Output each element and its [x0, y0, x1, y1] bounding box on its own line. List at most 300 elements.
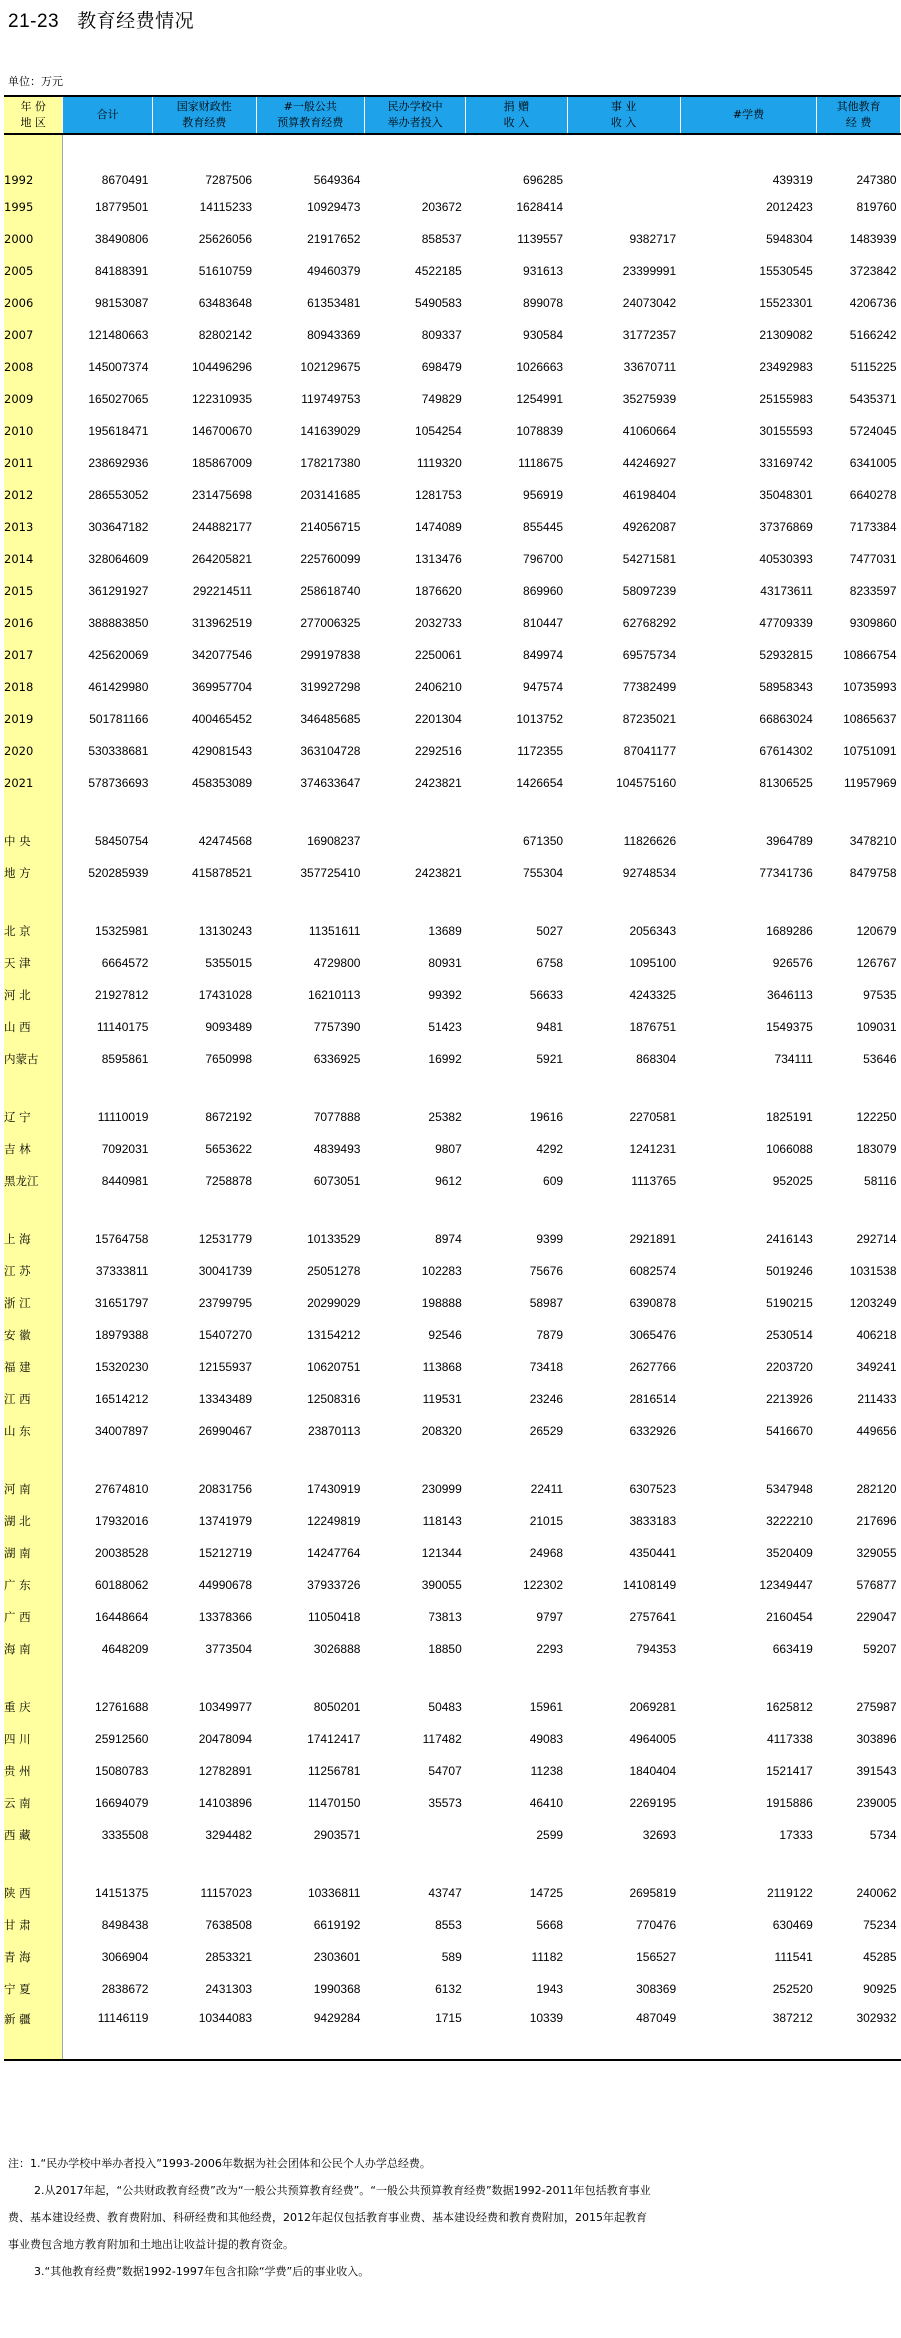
table-row — [4, 671, 901, 703]
row-label: 西 藏 — [4, 1819, 63, 1851]
cell-value — [567, 191, 680, 223]
row-label: 内蒙古 — [4, 1043, 63, 1075]
cell-value: 90925 — [863, 1982, 897, 1996]
cell-value: 1715 — [364, 2005, 465, 2060]
table-row — [4, 1415, 901, 1447]
cell-value: 5490583 — [415, 296, 462, 310]
cell-value: 9807 — [435, 1142, 462, 1156]
table-title: 教育经费情况 — [77, 10, 195, 32]
cell-value: 4292 — [536, 1142, 564, 1156]
cell-value: 58987 — [529, 1296, 564, 1310]
cell-value: 26529 — [529, 1424, 564, 1438]
cell-value: 520285939 — [88, 866, 149, 880]
cell-value: 2627766 — [629, 1360, 677, 1374]
header-year-region: 年 份 地 区 — [4, 96, 63, 134]
cell-value: 770476 — [636, 1918, 677, 1932]
cell-value: 374633647 — [300, 776, 361, 790]
cell-value: 5724045 — [849, 424, 897, 438]
cell-value: 2032733 — [415, 616, 462, 630]
cell-value: 2853321 — [205, 1950, 253, 1964]
cell-value: 329055 — [856, 1546, 897, 1560]
cell-value: 361291927 — [88, 584, 149, 598]
group-spacer — [4, 1075, 901, 1101]
cell-value: 487049 — [567, 2005, 680, 2060]
cell-value: 277006325 — [300, 616, 361, 630]
row-label: 河 南 — [4, 1473, 63, 1505]
cell-value: 1876620 — [415, 584, 462, 598]
cell-value: 35275939 — [622, 392, 677, 406]
table-row — [4, 447, 901, 479]
cell-value: 369957704 — [192, 680, 253, 694]
cell-value: 6336925 — [313, 1052, 361, 1066]
table-row — [4, 1909, 901, 1941]
cell-value: 6758 — [536, 956, 564, 970]
cell-value: 5027 — [536, 924, 564, 938]
cell-value: 357725410 — [300, 866, 361, 880]
cell-value: 1013752 — [516, 712, 564, 726]
footnote-2-cont: 费、基本建设经费、教育费附加、科研经费和其他经费，2012年起仅包括教育事业费、基本建设经费和教育费附加，2015年起教育 — [8, 2211, 647, 2224]
cell-value: 809337 — [421, 328, 462, 342]
cell-value: 208320 — [421, 1424, 462, 1438]
cell-value: 211433 — [857, 1392, 897, 1406]
cell-value: 82802142 — [198, 328, 253, 342]
cell-value: 117482 — [422, 1732, 462, 1746]
row-label: 浙 江 — [4, 1287, 63, 1319]
cell-value: 2757641 — [629, 1610, 677, 1624]
cell-value: 4648209 — [101, 1642, 149, 1656]
cell-value: 32693 — [642, 1828, 677, 1842]
row-label: 重 庆 — [4, 1691, 63, 1723]
cell-value: 60188062 — [95, 1578, 149, 1592]
cell-value: 121480663 — [88, 328, 149, 342]
cell-value: 1943 — [536, 1982, 564, 1996]
table-row — [4, 1941, 901, 1973]
cell-value: 23870113 — [307, 1424, 361, 1438]
education-funding-table — [4, 95, 901, 2061]
table-row — [4, 1473, 901, 1505]
cell-value: 11256781 — [307, 1764, 361, 1778]
cell-value: 7287506 — [205, 173, 253, 187]
cell-value: 796700 — [523, 552, 564, 566]
cell-value: 5166242 — [849, 328, 897, 342]
cell-value: 3294482 — [205, 1828, 253, 1842]
cell-value: 73813 — [428, 1610, 462, 1624]
cell-value: 319927298 — [300, 680, 361, 694]
cell-value: 43173611 — [760, 584, 813, 598]
cell-value: 121344 — [421, 1546, 462, 1560]
row-label: 山 西 — [4, 1011, 63, 1043]
cell-value: 58450754 — [95, 834, 149, 848]
cell-value: 5190215 — [766, 1296, 813, 1310]
cell-value: 58958343 — [759, 680, 813, 694]
cell-value: 10865637 — [843, 712, 897, 726]
row-label: 吉 林 — [4, 1133, 63, 1165]
header-donations: 捐 赠 收 入 — [466, 96, 567, 134]
cell-value: 12782891 — [198, 1764, 253, 1778]
group-spacer — [4, 1851, 901, 1877]
row-label: 天 津 — [4, 947, 63, 979]
row-label: 2018 — [4, 671, 63, 703]
header-tuition: #学费 — [680, 96, 817, 134]
cell-value: 576877 — [856, 1578, 897, 1592]
row-label: 2012 — [4, 479, 63, 511]
table-row — [4, 1537, 901, 1569]
cell-value: 40530393 — [759, 552, 813, 566]
cell-value: 2250061 — [415, 648, 462, 662]
row-label: 2016 — [4, 607, 63, 639]
table-row — [4, 543, 901, 575]
cell-value: 9429284 — [256, 2005, 364, 2060]
cell-value: 99392 — [428, 988, 462, 1002]
table-row — [4, 223, 901, 255]
table-row — [4, 1505, 901, 1537]
cell-value: 18979388 — [95, 1328, 149, 1342]
cell-value: 252520 — [772, 1982, 813, 1996]
cell-value: 58097239 — [622, 584, 677, 598]
row-label: 江 西 — [4, 1383, 63, 1415]
cell-value: 458353089 — [192, 776, 253, 790]
cell-value: 16514212 — [95, 1392, 149, 1406]
cell-value: 20831756 — [198, 1482, 253, 1496]
cell-value: 11110019 — [97, 1110, 149, 1124]
cell-value: 5649364 — [313, 173, 361, 187]
table-row — [4, 1351, 901, 1383]
cell-value: 2119122 — [766, 1886, 813, 1900]
cell-value: 1113765 — [631, 1174, 677, 1188]
cell-value: 10735993 — [843, 680, 897, 694]
cell-value: 5416670 — [766, 1424, 813, 1438]
row-label: 云 南 — [4, 1787, 63, 1819]
cell-value: 10336811 — [307, 1886, 361, 1900]
cell-value: 303896 — [856, 1732, 897, 1746]
cell-value: 952025 — [772, 1174, 813, 1188]
cell-value: 7638508 — [205, 1918, 253, 1932]
cell-value: 15530545 — [759, 264, 813, 278]
cell-value: 10339 — [466, 2005, 567, 2060]
cell-value: 5435371 — [849, 392, 897, 406]
cell-value: 5115225 — [850, 360, 897, 374]
cell-value: 9309860 — [849, 616, 897, 630]
row-label: 2021 — [4, 767, 63, 799]
table-row — [4, 1165, 901, 1197]
cell-value: 14108149 — [622, 1578, 677, 1592]
cell-value: 3723842 — [849, 264, 897, 278]
cell-value: 609 — [543, 1174, 564, 1188]
cell-value: 6341005 — [849, 456, 897, 470]
cell-value: 391543 — [856, 1764, 897, 1778]
header-fiscal: 国家财政性 教育经费 — [152, 96, 256, 134]
cell-value: 308369 — [636, 1982, 677, 1996]
row-label: 2014 — [4, 543, 63, 575]
row-label: 安 徽 — [4, 1319, 63, 1351]
cell-value: 930584 — [523, 328, 564, 342]
cell-value: 17333 — [779, 1828, 813, 1842]
cell-value: 15212719 — [198, 1546, 253, 1560]
row-label: 四 川 — [4, 1723, 63, 1755]
cell-value: 77382499 — [622, 680, 677, 694]
cell-value: 12761688 — [95, 1700, 149, 1714]
cell-value: 9399 — [536, 1232, 564, 1246]
cell-value: 858537 — [421, 232, 462, 246]
table-body — [4, 134, 901, 2060]
cell-value: 1031538 — [849, 1264, 897, 1278]
cell-value: 49262087 — [622, 520, 677, 534]
cell-value: 217696 — [856, 1514, 897, 1528]
cell-value: 1281753 — [415, 488, 462, 502]
cell-value: 2201304 — [415, 712, 462, 726]
cell-value: 1241231 — [629, 1142, 677, 1156]
cell-value: 7879 — [536, 1328, 564, 1342]
cell-value: 67614302 — [759, 744, 813, 758]
cell-value: 5734 — [869, 1828, 897, 1842]
cell-value: 61353481 — [307, 296, 361, 310]
cell-value: 63483648 — [198, 296, 253, 310]
cell-value: 4350441 — [629, 1546, 677, 1560]
cell-value: 1628414 — [516, 200, 564, 214]
cell-value: 14247764 — [307, 1546, 361, 1560]
row-label: 2019 — [4, 703, 63, 735]
table-row — [4, 1043, 901, 1075]
group-spacer — [4, 1447, 901, 1473]
cell-value: 1066088 — [766, 1142, 813, 1156]
cell-value: 4243325 — [629, 988, 677, 1002]
cell-value: 146700670 — [192, 424, 253, 438]
cell-value: 23492983 — [759, 360, 813, 374]
cell-value: 794353 — [636, 1642, 677, 1656]
footnote-2-cont: 事业费包含地方教育附加和土地出让收益计提的教育资金。 — [8, 2238, 294, 2251]
row-label: 2000 — [4, 223, 63, 255]
cell-value: 52932815 — [759, 648, 813, 662]
cell-value: 4964005 — [629, 1732, 677, 1746]
cell-value: 37376869 — [759, 520, 813, 534]
cell-value: 8595861 — [101, 1052, 149, 1066]
cell-value: 11157023 — [200, 1886, 253, 1900]
table-row — [4, 1755, 901, 1787]
cell-value: 3833183 — [629, 1514, 677, 1528]
row-label: 黑龙江 — [4, 1165, 63, 1197]
cell-value: 8553 — [435, 1918, 462, 1932]
cell-value: 16908237 — [307, 834, 361, 848]
cell-value: 2816514 — [629, 1392, 677, 1406]
row-label: 广 东 — [4, 1569, 63, 1601]
cell-value: 1521417 — [766, 1764, 813, 1778]
cell-value: 264205821 — [192, 552, 253, 566]
cell-value: 111541 — [774, 1950, 813, 1964]
cell-value: 6073051 — [313, 1174, 361, 1188]
cell-value: 2056343 — [629, 924, 677, 938]
table-row — [4, 607, 901, 639]
cell-value: 53646 — [863, 1052, 897, 1066]
cell-value: 21015 — [529, 1514, 564, 1528]
cell-value: 292214511 — [192, 584, 253, 598]
footnote-3: 3.“其他教育经费”数据1992-1997年包含扣除“学费”后的事业收入。 — [34, 2265, 370, 2278]
row-label: 2013 — [4, 511, 63, 543]
cell-value: 239005 — [856, 1796, 897, 1810]
cell-value: 8670491 — [101, 173, 149, 187]
cell-value: 10620751 — [307, 1360, 361, 1374]
cell-value: 25155983 — [759, 392, 813, 406]
cell-value: 2903571 — [313, 1828, 361, 1842]
cell-value: 429081543 — [192, 744, 253, 758]
cell-value: 1139557 — [517, 232, 564, 246]
cell-value: 37333811 — [95, 1264, 149, 1278]
row-label: 地 方 — [4, 857, 63, 889]
cell-value: 10866754 — [843, 648, 897, 662]
cell-value: 34007897 — [95, 1424, 149, 1438]
row-label: 2006 — [4, 287, 63, 319]
table-row — [4, 1787, 901, 1819]
cell-value: 27674810 — [95, 1482, 149, 1496]
cell-value: 4729800 — [313, 956, 361, 970]
cell-value: 16992 — [428, 1052, 462, 1066]
cell-value: 231475698 — [192, 488, 253, 502]
cell-value: 54271581 — [622, 552, 677, 566]
cell-value: 119749753 — [301, 392, 361, 406]
cell-value: 25382 — [428, 1110, 462, 1124]
cell-value: 1095100 — [629, 956, 677, 970]
cell-value: 104575160 — [616, 776, 677, 790]
cell-value: 1054254 — [415, 424, 462, 438]
cell-value: 346485685 — [300, 712, 361, 726]
cell-value: 43747 — [428, 1886, 462, 1900]
cell-value: 80943369 — [307, 328, 361, 342]
cell-value: 21309082 — [759, 328, 813, 342]
table-number: 21-23 — [8, 11, 60, 32]
cell-value: 3335508 — [101, 1828, 149, 1842]
row-label: 1995 — [4, 191, 63, 223]
cell-value: 66863024 — [759, 712, 813, 726]
cell-value: 1840404 — [629, 1764, 677, 1778]
cell-value: 1825191 — [766, 1110, 813, 1124]
header-other: 其他教育 经 费 — [817, 96, 901, 134]
cell-value: 16210113 — [307, 988, 361, 1002]
table-row — [4, 1101, 901, 1133]
cell-value: 33670711 — [623, 360, 677, 374]
cell-value: 7173384 — [849, 520, 897, 534]
group-spacer — [4, 1197, 901, 1223]
cell-value: 2406210 — [415, 680, 462, 694]
cell-value: 7258878 — [205, 1174, 253, 1188]
cell-value: 302932 — [817, 2005, 901, 2060]
cell-value: 247380 — [856, 173, 897, 187]
cell-value: 7477031 — [849, 552, 897, 566]
row-label: 1992 — [4, 134, 63, 191]
cell-value: 51610759 — [198, 264, 253, 278]
table-row — [4, 1133, 901, 1165]
cell-value: 2160454 — [766, 1610, 813, 1624]
cell-value: 855445 — [523, 520, 564, 534]
row-label: 2020 — [4, 735, 63, 767]
cell-value: 118143 — [422, 1514, 462, 1528]
cell-value: 25626056 — [198, 232, 253, 246]
cell-value: 8672192 — [205, 1110, 253, 1124]
cell-value: 12349447 — [759, 1578, 813, 1592]
cell-value: 51423 — [428, 1020, 462, 1034]
cell-value: 303647182 — [88, 520, 149, 534]
cell-value: 230999 — [421, 1482, 462, 1496]
cell-value: 1026663 — [516, 360, 564, 374]
cell-value: 104496296 — [192, 360, 253, 374]
footnotes — [8, 2150, 888, 2285]
cell-value: 2431303 — [205, 1982, 253, 1996]
row-label: 2009 — [4, 383, 63, 415]
table-header — [4, 96, 901, 134]
row-label: 江 苏 — [4, 1255, 63, 1287]
cell-value: 59207 — [863, 1642, 897, 1656]
cell-value: 2921891 — [629, 1232, 677, 1246]
row-label: 2015 — [4, 575, 63, 607]
cell-value: 87041177 — [623, 744, 677, 758]
cell-value: 2270581 — [629, 1110, 677, 1124]
cell-value: 5019246 — [766, 1264, 813, 1278]
table-row — [4, 415, 901, 447]
cell-value: 6619192 — [313, 1918, 361, 1932]
cell-value: 19616 — [529, 1110, 564, 1124]
cell-value: 141639029 — [300, 424, 361, 438]
cell-value: 926576 — [772, 956, 813, 970]
cell-value: 56633 — [529, 988, 564, 1002]
cell-value: 2423821 — [415, 866, 462, 880]
footnote-1: 注：1.“民办学校中举办者投入”1993-2006年数据为社会团体和公民个人办学总经费。 — [8, 2157, 431, 2170]
cell-value: 696285 — [523, 173, 564, 187]
cell-value: 6332926 — [629, 1424, 677, 1438]
row-label: 2005 — [4, 255, 63, 287]
header-private-school: 民办学校中 举办者投入 — [364, 96, 465, 134]
cell-value: 2293 — [536, 1642, 564, 1656]
cell-value: 178217380 — [300, 456, 361, 470]
cell-value: 102283 — [421, 1264, 462, 1278]
cell-value: 5921 — [536, 1052, 564, 1066]
cell-value — [567, 134, 680, 191]
cell-value: 240062 — [856, 1886, 897, 1900]
cell-value: 87235021 — [622, 712, 677, 726]
cell-value: 1876751 — [629, 1020, 677, 1034]
cell-value: 1474089 — [415, 520, 462, 534]
cell-value: 1625812 — [766, 1700, 813, 1714]
cell-value: 8050201 — [313, 1700, 361, 1714]
header-total: 合计 — [63, 96, 153, 134]
cell-value: 4522185 — [415, 264, 462, 278]
table-row — [4, 1973, 901, 2005]
cell-value: 69575734 — [622, 648, 677, 662]
row-label: 新 疆 — [4, 2005, 63, 2060]
cell-value: 630469 — [772, 1918, 813, 1932]
cell-value: 17431028 — [198, 988, 253, 1002]
cell-value: 10751091 — [843, 744, 897, 758]
cell-value: 244882177 — [192, 520, 253, 534]
cell-value: 15764758 — [95, 1232, 149, 1246]
cell-value: 2213926 — [766, 1392, 813, 1406]
cell-value: 10344083 — [152, 2005, 256, 2060]
cell-value: 6640278 — [849, 488, 897, 502]
cell-value: 1549375 — [766, 1020, 813, 1034]
row-label: 2017 — [4, 639, 63, 671]
row-label: 中 央 — [4, 825, 63, 857]
cell-value: 1078839 — [516, 424, 564, 438]
cell-value: 31651797 — [95, 1296, 149, 1310]
cell-value: 14725 — [529, 1886, 564, 1900]
cell-value: 25912560 — [95, 1732, 149, 1746]
table-row — [4, 1633, 901, 1665]
cell-value: 15961 — [529, 1700, 564, 1714]
table-row — [4, 1691, 901, 1723]
table-row — [4, 1011, 901, 1043]
footnote-2: 2.从2017年起，“公共财政教育经费”改为“一般公共预算教育经费”。“一般公共预算教育经费”数据1992-2011年包括教育事业 — [34, 2184, 651, 2197]
cell-value: 214056715 — [300, 520, 361, 534]
table-row — [4, 767, 901, 799]
cell-value: 13154212 — [307, 1328, 361, 1342]
cell-value: 75676 — [529, 1264, 564, 1278]
